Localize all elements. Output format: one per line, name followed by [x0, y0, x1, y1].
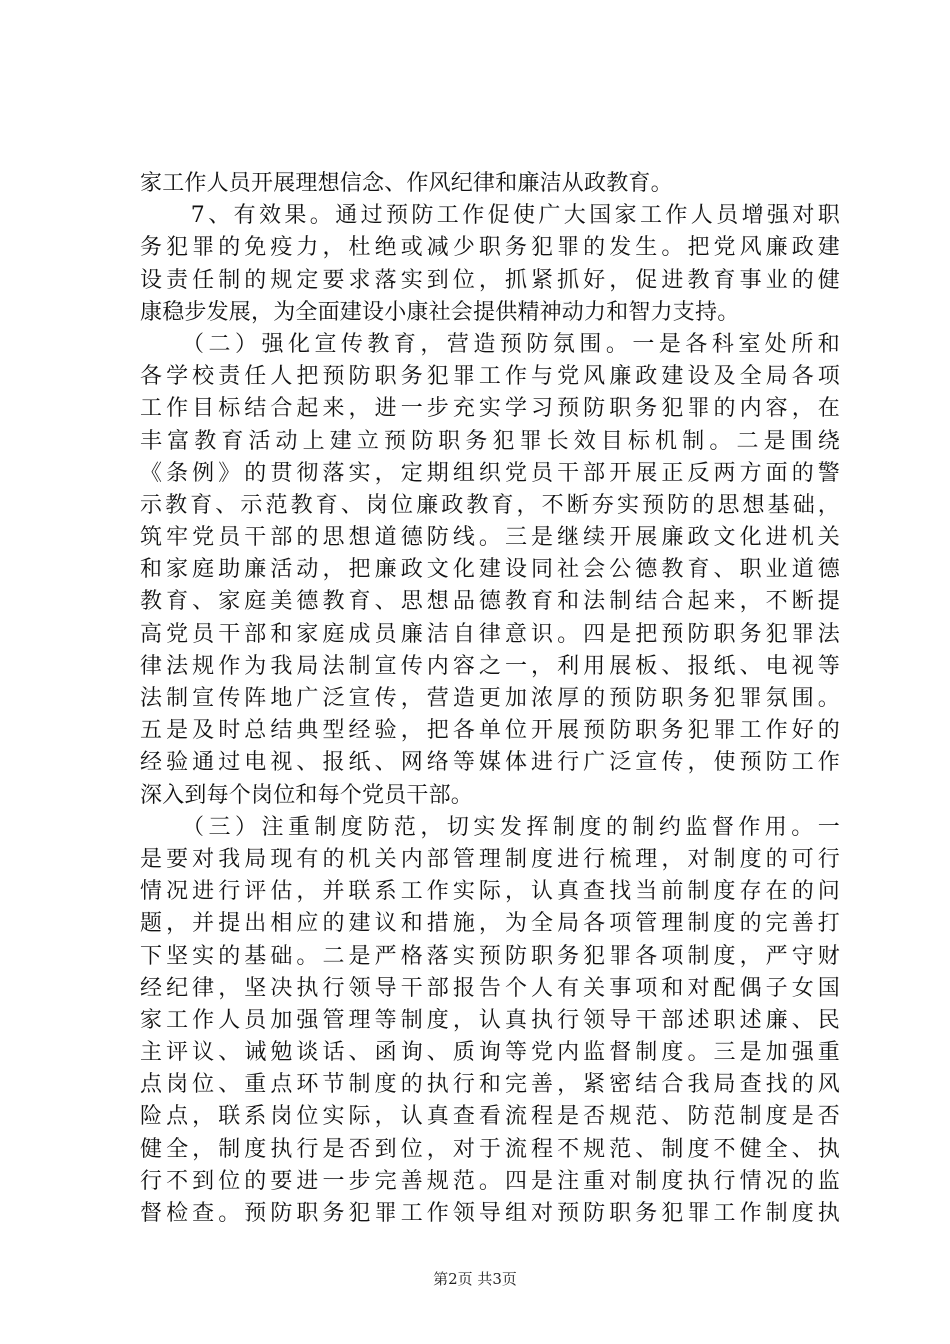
text-line: 筑牢党员干部的思想道德防线。三是继续开展廉政文化进机关 [140, 525, 840, 551]
text-line: 督检查。预防职务犯罪工作领导组对预防职务犯罪工作制度执 [140, 1201, 840, 1226]
text-line: （二）强化宣传教育，营造预防氛围。一是各科室处所和 [140, 331, 840, 357]
text-line: 主评议、诫勉谈话、函询、质询等党内监督制度。三是加强重 [140, 1040, 840, 1066]
text-line: 高党员干部和家庭成员廉洁自律意识。四是把预防职务犯罪法 [140, 621, 840, 647]
text-line: 五是及时总结典型经验，把各单位开展预防职务犯罪工作好的 [140, 718, 840, 744]
body-text [140, 168, 840, 1230]
text-line: 家工作人员加强管理等制度，认真执行领导干部述职述廉、民 [140, 1007, 840, 1033]
text-line: 行不到位的要进一步完善规范。四是注重对制度执行情况的监 [140, 1168, 840, 1194]
text-line: 经验通过电视、报纸、网络等媒体进行广泛宣传，使预防工作 [140, 750, 840, 776]
text-line: 务犯罪的免疫力，杜绝或减少职务犯罪的发生。把党风廉政建 [140, 235, 840, 261]
text-line: 和家庭助廉活动，把廉政文化建设同社会公德教育、职业道德 [140, 557, 840, 583]
text-line: 教育、家庭美德教育、思想品德教育和法制结合起来，不断提 [140, 589, 840, 615]
text-line: 深入到每个岗位和每个党员干部。 [140, 782, 474, 808]
text-line: 丰富教育活动上建立预防职务犯罪长效目标机制。二是围绕 [140, 428, 840, 454]
text-line: 工作目标结合起来，进一步充实学习预防职务犯罪的内容，在 [140, 396, 840, 422]
text-line: 各学校责任人把预防职务犯罪工作与党风廉政建设及全局各项 [140, 364, 840, 390]
text-line: 康稳步发展，为全面建设小康社会提供精神动力和智力支持。 [140, 299, 740, 325]
text-line: 经纪律，坚决执行领导干部报告个人有关事项和对配偶子女国 [140, 975, 840, 1001]
text-line: 律法规作为我局法制宣传内容之一，利用展板、报纸、电视等 [140, 653, 840, 679]
text-line: 法制宣传阵地广泛宣传，营造更加浓厚的预防职务犯罪氛围。 [140, 686, 840, 711]
text-line: 题，并提出相应的建议和措施，为全局各项管理制度的完善打 [140, 911, 840, 937]
text-line: 是要对我局现有的机关内部管理制度进行梳理，对制度的可行 [140, 846, 840, 872]
text-line: （三）注重制度防范，切实发挥制度的制约监督作用。一 [140, 814, 840, 840]
text-line: 点岗位、重点环节制度的执行和完善，紧密结合我局查找的风 [140, 1072, 840, 1098]
text-line: 《条例》的贯彻落实，定期组织党员干部开展正反两方面的警 [140, 460, 840, 486]
text-line: 示教育、示范教育、岗位廉政教育，不断夯实预防的思想基础， [140, 492, 840, 518]
text-line: 设责任制的规定要求落实到位，抓紧抓好，促进教育事业的健 [140, 267, 840, 293]
text-line: 情况进行评估，并联系工作实际，认真查找当前制度存在的问 [140, 879, 840, 905]
text-line: 下坚实的基础。二是严格落实预防职务犯罪各项制度，严守财 [140, 943, 840, 969]
page-footer: 第2页 共3页 [433, 1270, 517, 1288]
text-line: 家工作人员开展理想信念、作风纪律和廉洁从政教育。 [140, 171, 673, 196]
text-line: 健全，制度执行是否到位，对于流程不规范、制度不健全、执 [140, 1136, 840, 1162]
text-line: 7、有效果。通过预防工作促使广大国家工作人员增强对职 [140, 203, 840, 229]
text-line: 险点，联系岗位实际，认真查看流程是否规范、防范制度是否 [140, 1104, 840, 1130]
